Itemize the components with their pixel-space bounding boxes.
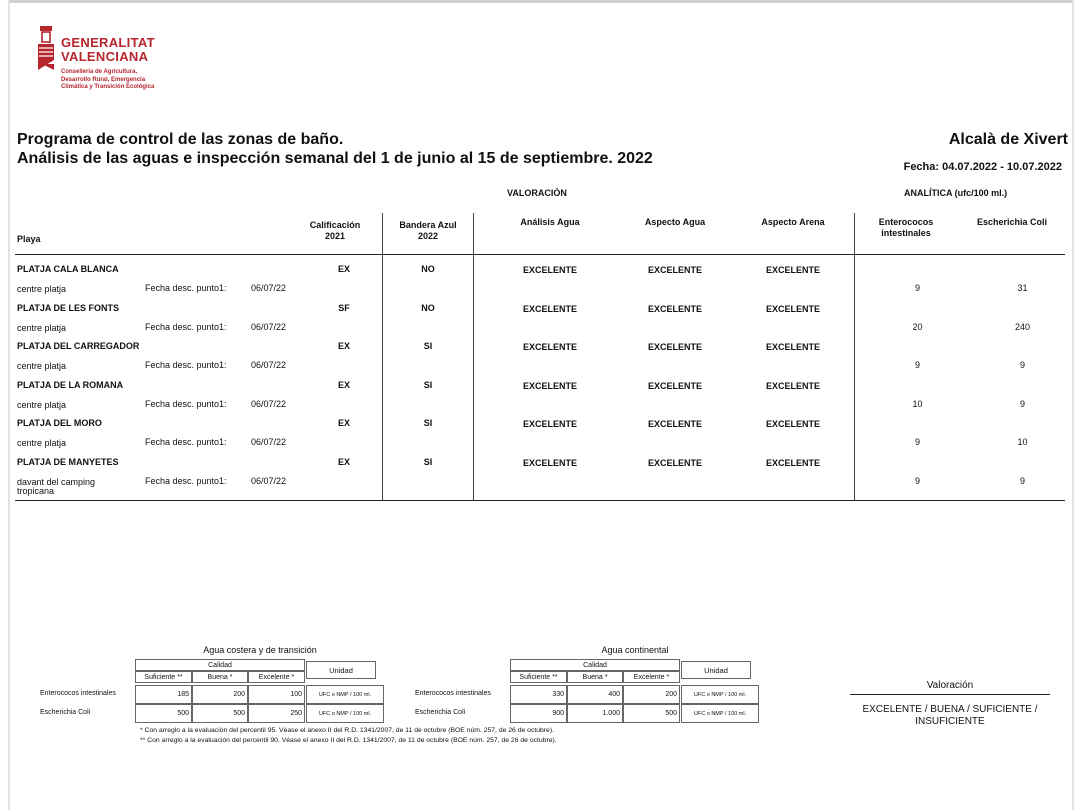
suficiente-header: Suficiente **	[510, 671, 567, 683]
table-bottom-rule	[15, 500, 1065, 501]
escherichia-value: 9	[1019, 399, 1025, 409]
buena-header: Buena *	[192, 671, 248, 683]
aspecto-agua-value: EXCELENTE	[647, 419, 702, 429]
enterococos-value: 9	[914, 476, 920, 486]
fecha-value: 06/07/22	[251, 399, 287, 409]
suficiente-threshold: 185	[135, 685, 192, 704]
analisis-value: EXCELENTE	[522, 304, 577, 314]
escherichia-value: 9	[1019, 360, 1025, 370]
col-bandera-line1: Bandera Azul	[399, 220, 457, 230]
bandera-value: SI	[423, 457, 433, 467]
unit-value: UFC o NMP / 100 ml.	[306, 704, 384, 723]
analisis-value: EXCELENTE	[522, 419, 577, 429]
buena-threshold: 400	[567, 685, 623, 704]
buena-threshold: 500	[192, 704, 248, 723]
valoracion-legend-title: Valoración	[926, 680, 974, 691]
aspecto-agua-value: EXCELENTE	[647, 342, 702, 352]
beach-name: PLATJA DE LA ROMANA	[17, 380, 124, 390]
aspecto-agua-value: EXCELENTE	[647, 458, 702, 468]
excelente-threshold: 500	[623, 704, 680, 723]
buena-threshold: 1.000	[567, 704, 623, 723]
col-aspecto-agua: Aspecto Agua	[644, 217, 706, 227]
excelente-threshold: 100	[248, 685, 305, 704]
analisis-value: EXCELENTE	[522, 381, 577, 391]
quality-row-label: Escherichia Coli	[40, 709, 91, 716]
bandera-value: SI	[423, 341, 433, 351]
excelente-threshold: 250	[248, 704, 305, 723]
logo-sub-line1: Conselleria de Agricultura,	[61, 69, 138, 75]
fecha-value: 06/07/22	[251, 360, 287, 370]
fecha-label: Fecha desc. punto1:	[145, 360, 227, 370]
report-subtitle: Análisis de las aguas e inspección semanal del 1 de junio al 15 de septiembre. 2022	[17, 150, 653, 167]
escherichia-value: 10	[1017, 437, 1028, 447]
unit-value: UFC o NMP / 100 ml.	[306, 685, 384, 704]
aspecto-arena-value: EXCELENTE	[765, 342, 820, 352]
generalitat-emblem-icon	[36, 26, 56, 76]
date-range: Fecha: 04.07.2022 - 10.07.2022	[903, 161, 1062, 173]
sample-point: centre platja	[17, 284, 67, 294]
col-calificacion-line2: 2021	[324, 231, 346, 241]
valoracion-legend-text: EXCELENTE / BUENA / SUFICIENTE / INSUFICIENTE	[862, 704, 1038, 727]
col-analisis: Análisis Agua	[520, 217, 580, 227]
unit-value: UFC o NMP / 100 ml.	[681, 704, 759, 723]
sample-point: centre platja	[17, 361, 67, 371]
calificacion-value: EX	[337, 380, 350, 390]
fecha-value: 06/07/22	[251, 283, 287, 293]
col-bandera-line2: 2022	[417, 231, 439, 241]
calificacion-value: SF	[338, 303, 350, 313]
buena-header: Buena *	[567, 671, 623, 683]
fecha-value: 06/07/22	[251, 322, 287, 332]
col-enterococos-line2: intestinales	[881, 228, 931, 238]
col-bandera	[383, 220, 473, 242]
calificacion-value: EX	[337, 341, 350, 351]
divider-3	[854, 213, 855, 500]
enterococos-value: 9	[914, 437, 920, 447]
bandera-value: SI	[423, 418, 433, 428]
sample-point-line2: tropicana	[17, 486, 55, 496]
analisis-value: EXCELENTE	[522, 342, 577, 352]
col-aspecto-arena: Aspecto Arena	[761, 217, 825, 227]
report-title: Programa de control de las zonas de baño.	[17, 131, 344, 148]
fecha-label: Fecha desc. punto1:	[145, 399, 227, 409]
bandera-value: NO	[421, 264, 435, 274]
logo-sub-line3: Climática y Transición Ecológica	[61, 84, 155, 90]
suficiente-threshold: 900	[510, 704, 567, 723]
coastal-title: Agua costera y de transición	[203, 645, 317, 655]
enterococos-value: 10	[912, 399, 923, 409]
enterococos-value: 9	[914, 283, 920, 293]
aspecto-arena-value: EXCELENTE	[765, 381, 820, 391]
fecha-label: Fecha desc. punto1:	[145, 476, 227, 486]
col-escherichia: Escherichia Coli	[976, 217, 1048, 227]
aspecto-agua-value: EXCELENTE	[647, 381, 702, 391]
analisis-value: EXCELENTE	[522, 265, 577, 275]
logo-sub-line2: Desarrollo Rural, Emergencia	[61, 76, 146, 83]
sample-point: centre platja	[17, 323, 67, 333]
page-border-right	[1072, 0, 1074, 810]
escherichia-value: 31	[1017, 283, 1028, 293]
fecha-value: 06/07/22	[251, 476, 287, 486]
col-enterococos-line1: Enterococos	[878, 217, 934, 227]
calificacion-value: EX	[337, 264, 350, 274]
aspecto-agua-value: EXCELENTE	[647, 304, 702, 314]
unit-value: UFC o NMP / 100 ml.	[681, 685, 759, 704]
calificacion-value: EX	[337, 457, 350, 467]
quality-row-label: Enterococos intestinales	[415, 690, 491, 697]
logo-name	[61, 36, 155, 64]
sample-point: davant del camping	[17, 477, 96, 487]
beach-name: PLATJA DEL CARREGADOR	[17, 341, 140, 351]
buena-threshold: 200	[192, 685, 248, 704]
col-playa: Playa	[17, 234, 41, 244]
aspecto-arena-value: EXCELENTE	[765, 304, 820, 314]
escherichia-value: 240	[1014, 322, 1031, 332]
beach-name: PLATJA CALA BLANCA	[17, 264, 119, 274]
enterococos-value: 20	[912, 322, 923, 332]
sample-point: centre platja	[17, 438, 67, 448]
calidad-header: Calidad	[135, 659, 305, 671]
suficiente-header: Suficiente **	[135, 671, 192, 683]
escherichia-value: 9	[1019, 476, 1025, 486]
page-border-top	[8, 0, 1072, 3]
aspecto-agua-value: EXCELENTE	[647, 265, 702, 275]
col-calificacion-line1: Calificación	[309, 220, 361, 230]
footnote-2: ** Con arreglo a la evaluación del percentil 90. Véase el anexo II del R.D. 1341/2007, de 11 de octubre (BOE núm. 257, de 26 de octubre).	[140, 737, 557, 744]
unidad-header: Unidad	[681, 661, 751, 679]
aspecto-arena-value: EXCELENTE	[765, 458, 820, 468]
logo-department	[61, 69, 154, 92]
enterococos-value: 9	[914, 360, 920, 370]
bandera-value: NO	[421, 303, 435, 313]
suficiente-threshold: 500	[135, 704, 192, 723]
fecha-value: 06/07/22	[251, 437, 287, 447]
valoracion-heading: VALORACIÓN	[507, 188, 567, 198]
beach-name: PLATJA DEL MORO	[17, 418, 102, 428]
aspecto-arena-value: EXCELENTE	[765, 265, 820, 275]
fecha-label: Fecha desc. punto1:	[145, 322, 227, 332]
quality-row-label: Escherichia Coli	[415, 709, 466, 716]
col-calificacion	[290, 220, 380, 242]
analisis-value: EXCELENTE	[522, 458, 577, 468]
sample-point: centre platja	[17, 400, 67, 410]
excelente-threshold: 200	[623, 685, 680, 704]
col-enterococos	[856, 217, 956, 239]
divider-2	[473, 213, 474, 500]
beach-name: PLATJA DE MANYETES	[17, 457, 119, 467]
logo-name-line2: VALENCIANA	[61, 49, 149, 64]
aspecto-arena-value: EXCELENTE	[765, 419, 820, 429]
footnote-1: * Con arreglo a la evaluación del percentil 95. Véase el anexo II del R.D. 1341/2007, de 11 de octubre (BOE núm. 257, de 26 de octubre).	[140, 727, 554, 734]
excelente-header: Excelente *	[623, 671, 680, 683]
fecha-label: Fecha desc. punto1:	[145, 283, 227, 293]
suficiente-threshold: 330	[510, 685, 567, 704]
calidad-header: Calidad	[510, 659, 680, 671]
continental-title: Agua continental	[601, 645, 669, 655]
unidad-header: Unidad	[306, 661, 376, 679]
excelente-header: Excelente *	[248, 671, 305, 683]
fecha-label: Fecha desc. punto1:	[145, 437, 227, 447]
bandera-value: SI	[423, 380, 433, 390]
beach-name: PLATJA DE LES FONTS	[17, 303, 120, 313]
logo-name-line1: GENERALITAT	[61, 35, 155, 50]
analitica-heading: ANALÍTICA (ufc/100 ml.)	[904, 188, 1008, 198]
calificacion-value: EX	[337, 418, 350, 428]
valoracion-legend-rule	[850, 694, 1050, 695]
header-rule	[15, 254, 1065, 255]
municipality: Alcalà de Xivert	[948, 131, 1068, 148]
page-border-left	[8, 0, 10, 810]
quality-row-label: Enterococos intestinales	[40, 690, 116, 697]
